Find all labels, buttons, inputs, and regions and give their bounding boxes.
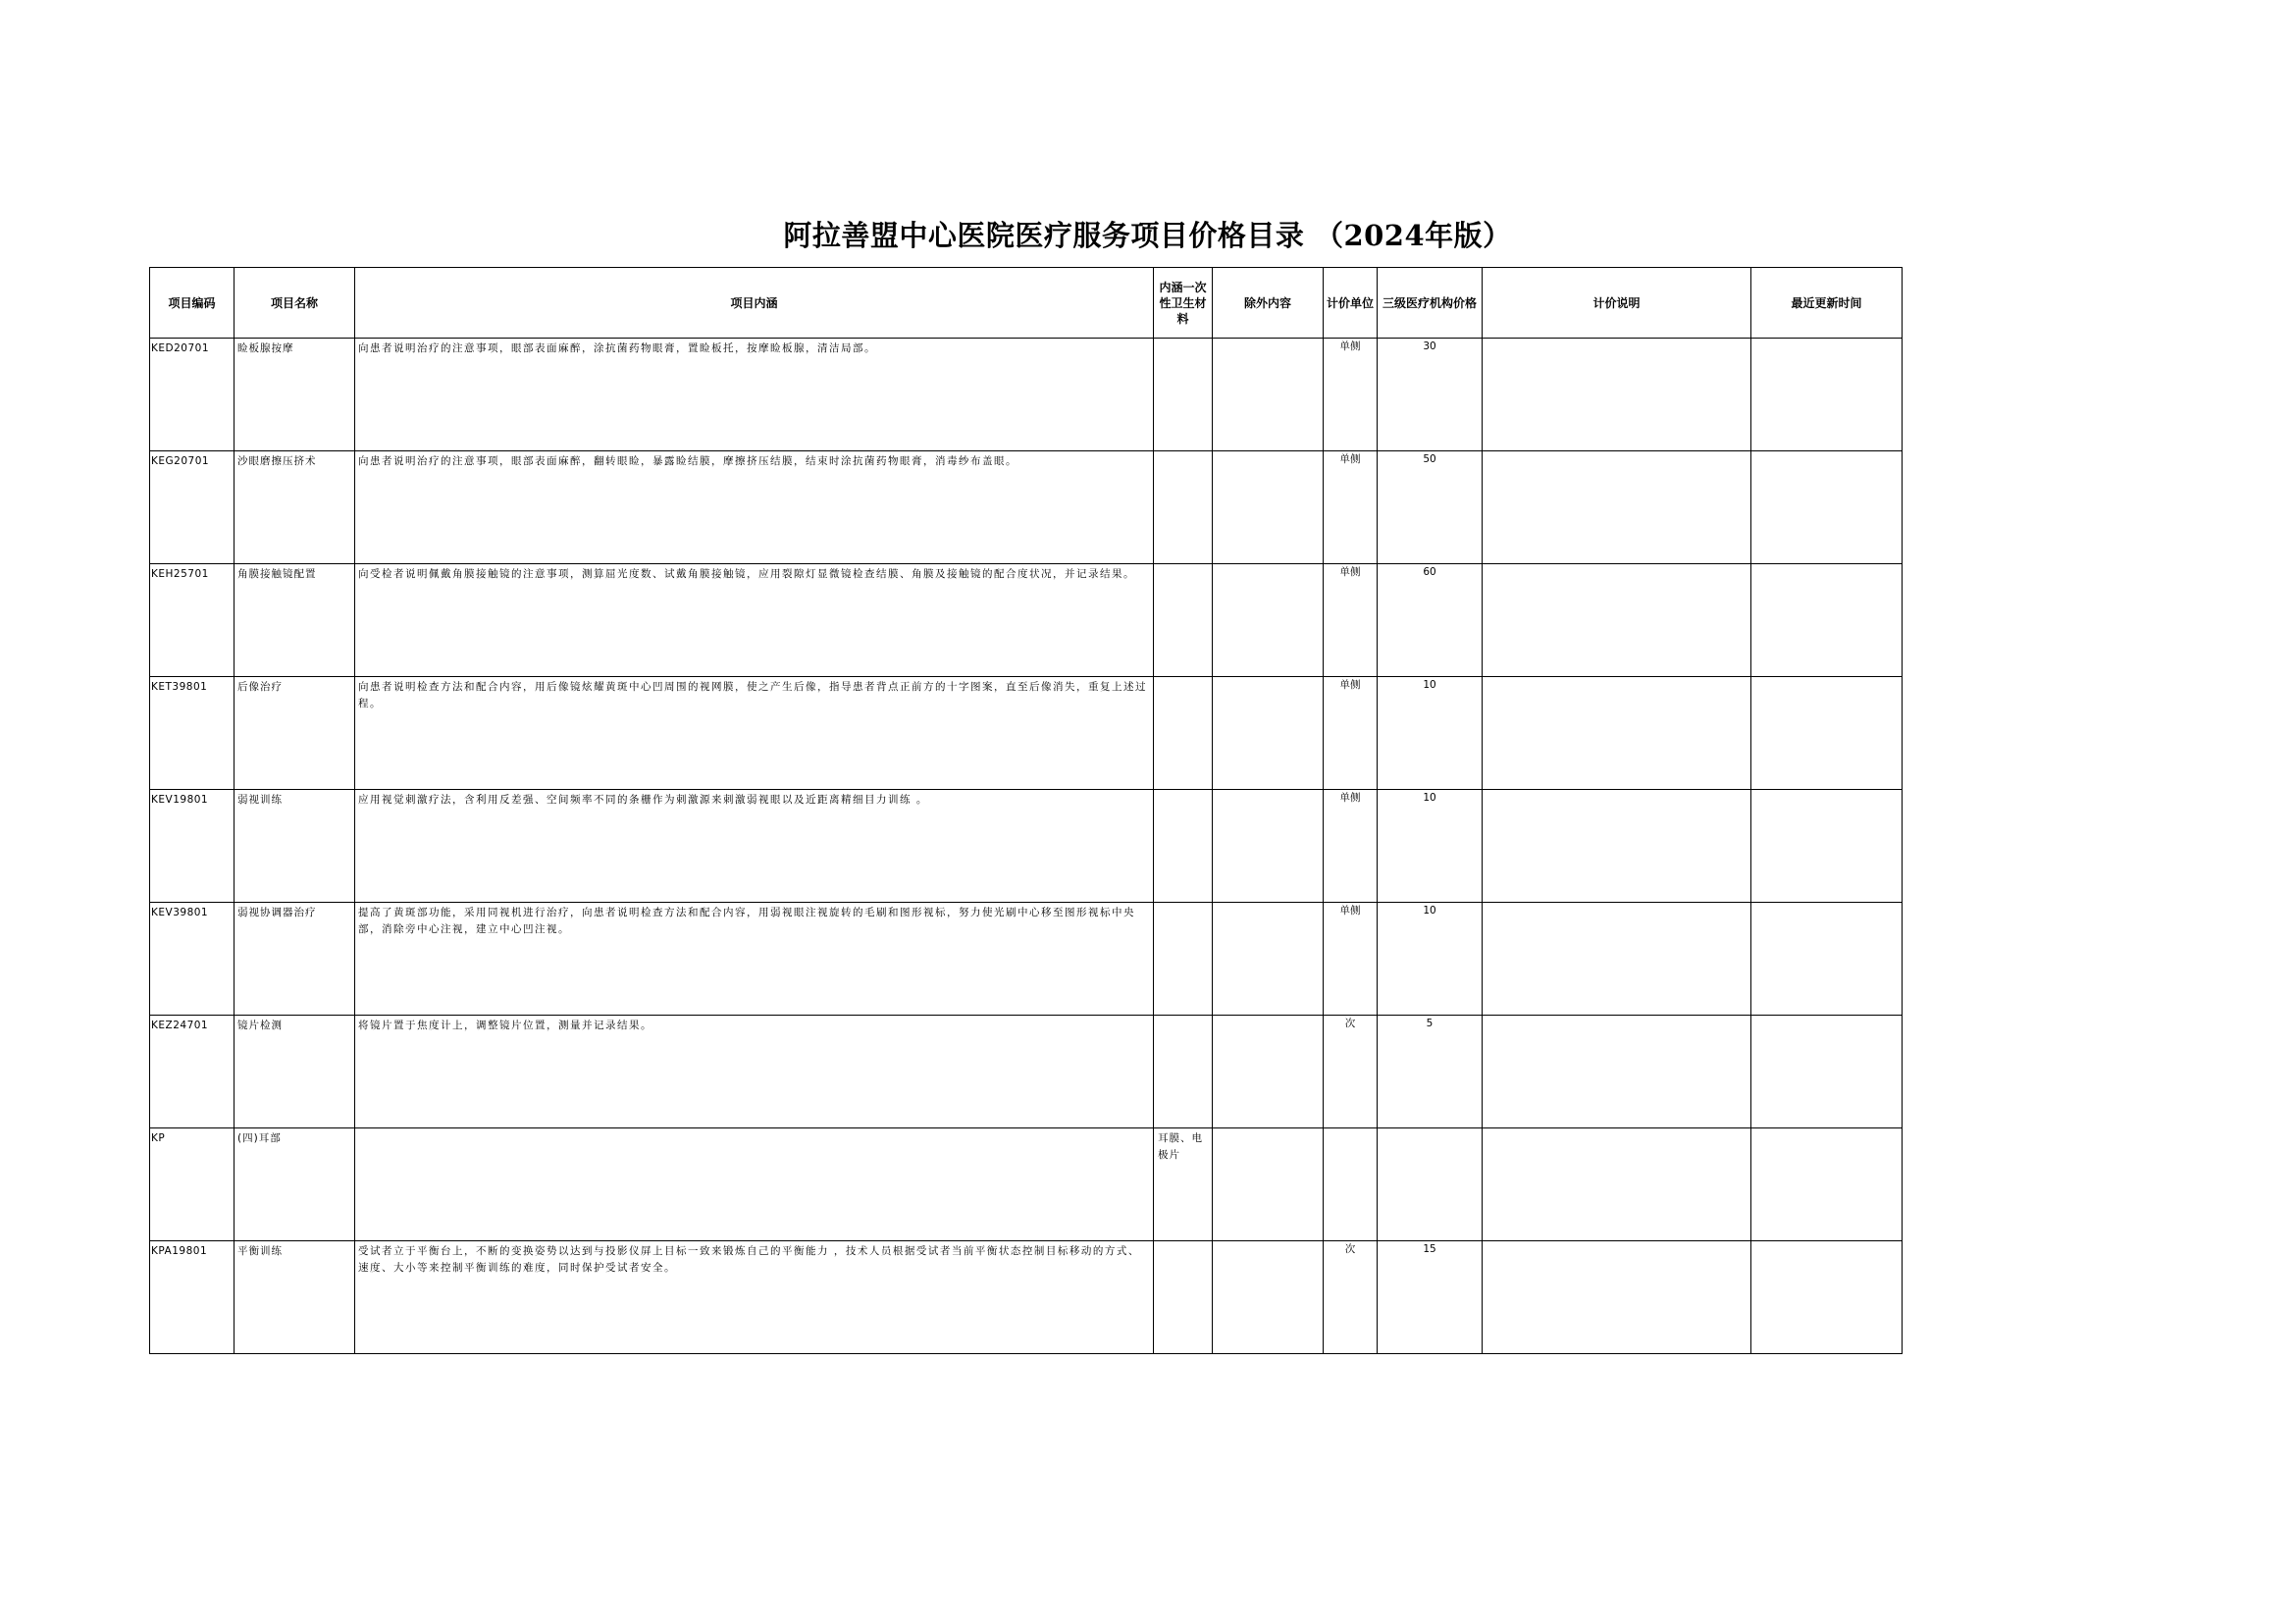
header-material: 内涵一次性卫生材料 bbox=[1154, 268, 1213, 339]
cell-unit: 次 bbox=[1344, 1018, 1356, 1029]
cell-material bbox=[1154, 564, 1212, 566]
cell bbox=[1378, 564, 1483, 677]
cell bbox=[1324, 1016, 1378, 1128]
cell-content: 受试者立于平衡台上，不断的变换姿势以达到与投影仪屏上目标一致来锻炼自己的平衡能力 ，技术人员根据受试者当前平衡状态控制目标移动的方式、速度、大小等来控制平衡训练的难度，同时保护受试者安全。 bbox=[358, 1245, 1140, 1274]
cell bbox=[150, 1016, 235, 1128]
header-name: 项目名称 bbox=[235, 268, 355, 339]
cell bbox=[235, 1241, 355, 1354]
cell-material: 耳膜、电极片 bbox=[1158, 1132, 1203, 1161]
cell bbox=[1324, 451, 1378, 564]
table-header-row bbox=[150, 268, 1903, 339]
cell-code: KEV39801 bbox=[151, 907, 209, 918]
cell-content: 向患者说明治疗的注意事项，眼部表面麻醉，涂抗菌药物眼膏，置睑板托，按摩睑板腺，清洁局部。 bbox=[358, 342, 876, 354]
cell-price: 30 bbox=[1423, 341, 1436, 352]
cell-unit: 次 bbox=[1344, 1243, 1356, 1255]
cell bbox=[235, 677, 355, 790]
cell bbox=[1378, 1128, 1483, 1241]
cell bbox=[1483, 564, 1751, 677]
cell-code: KED20701 bbox=[151, 342, 210, 354]
cell-name: 角膜接触镜配置 bbox=[237, 568, 317, 580]
cell-material bbox=[1154, 903, 1212, 905]
cell bbox=[1483, 790, 1751, 903]
cell bbox=[1324, 564, 1378, 677]
table-row bbox=[150, 1016, 1903, 1128]
cell bbox=[1213, 339, 1324, 451]
cell bbox=[235, 451, 355, 564]
cell-name: 平衡训练 bbox=[237, 1245, 283, 1257]
table-row bbox=[150, 677, 1903, 790]
cell bbox=[1154, 677, 1213, 790]
cell bbox=[1378, 790, 1483, 903]
cell-price: 60 bbox=[1423, 566, 1436, 578]
cell bbox=[1154, 1241, 1213, 1354]
price-catalog-table bbox=[149, 267, 1903, 1354]
cell-material bbox=[1154, 451, 1212, 453]
cell-material bbox=[1154, 1016, 1212, 1018]
cell-unit: 单侧 bbox=[1339, 566, 1361, 578]
cell bbox=[1324, 1241, 1378, 1354]
cell bbox=[1483, 451, 1751, 564]
cell bbox=[1154, 339, 1213, 451]
cell-price: 10 bbox=[1423, 792, 1436, 804]
cell bbox=[1378, 451, 1483, 564]
cell bbox=[1483, 1241, 1751, 1354]
table-row bbox=[150, 564, 1903, 677]
cell bbox=[1324, 790, 1378, 903]
cell-material bbox=[1154, 339, 1212, 341]
cell-name: 镜片检测 bbox=[237, 1020, 283, 1031]
cell bbox=[1751, 451, 1903, 564]
cell bbox=[150, 451, 235, 564]
cell bbox=[1213, 677, 1324, 790]
cell bbox=[1324, 903, 1378, 1016]
cell bbox=[1378, 339, 1483, 451]
cell-content bbox=[355, 1128, 1153, 1130]
cell-price: 15 bbox=[1423, 1243, 1436, 1255]
cell bbox=[1483, 1128, 1751, 1241]
cell-name: (四)耳部 bbox=[237, 1132, 282, 1144]
header-unit: 计价单位 bbox=[1324, 268, 1378, 339]
cell bbox=[1378, 903, 1483, 1016]
cell bbox=[1751, 564, 1903, 677]
cell bbox=[235, 1016, 355, 1128]
cell-unit: 单侧 bbox=[1339, 905, 1361, 917]
cell-code: KP bbox=[151, 1132, 166, 1144]
header-content: 项目内涵 bbox=[355, 268, 1154, 339]
cell-unit: 单侧 bbox=[1339, 341, 1361, 352]
header-price: 三级医疗机构价格 bbox=[1378, 268, 1483, 339]
cell bbox=[1154, 1128, 1213, 1241]
header-code: 项目编码 bbox=[150, 268, 235, 339]
table-row bbox=[150, 339, 1903, 451]
cell-price: 5 bbox=[1426, 1018, 1434, 1029]
cell bbox=[150, 790, 235, 903]
cell bbox=[1483, 1016, 1751, 1128]
cell bbox=[1213, 903, 1324, 1016]
cell-name: 后像治疗 bbox=[237, 681, 283, 693]
cell bbox=[1751, 903, 1903, 1016]
cell bbox=[1213, 1128, 1324, 1241]
cell bbox=[235, 1128, 355, 1241]
table-row bbox=[150, 903, 1903, 1016]
cell-code: KET39801 bbox=[151, 681, 208, 693]
cell bbox=[1378, 677, 1483, 790]
cell-material bbox=[1154, 1241, 1212, 1243]
cell-unit: 单侧 bbox=[1339, 453, 1361, 465]
cell bbox=[150, 1241, 235, 1354]
cell bbox=[1483, 339, 1751, 451]
cell bbox=[1213, 1016, 1324, 1128]
cell-content: 向受检者说明佩戴角膜接触镜的注意事项，测算屈光度数、试戴角膜接触镜，应用裂隙灯显微镜检查结膜、角膜及接触镜的配合度状况，并记录结果。 bbox=[358, 568, 1135, 580]
cell bbox=[1213, 564, 1324, 677]
cell bbox=[355, 1241, 1154, 1354]
cell-content: 向患者说明治疗的注意事项，眼部表面麻醉，翻转眼睑，暴露睑结膜，摩擦挤压结膜，结束时涂抗菌药物眼膏，消毒纱布盖眼。 bbox=[358, 455, 1017, 467]
cell bbox=[355, 903, 1154, 1016]
cell bbox=[355, 790, 1154, 903]
cell-price: 10 bbox=[1423, 905, 1436, 917]
cell bbox=[235, 339, 355, 451]
cell-price: 10 bbox=[1423, 679, 1436, 691]
cell-code: KPA19801 bbox=[151, 1245, 208, 1257]
cell-unit: 单侧 bbox=[1339, 679, 1361, 691]
cell bbox=[1378, 1016, 1483, 1128]
header-excluded: 除外内容 bbox=[1213, 268, 1324, 339]
cell-material bbox=[1154, 677, 1212, 679]
cell-code: KEH25701 bbox=[151, 568, 209, 580]
cell bbox=[1154, 564, 1213, 677]
cell-code: KEV19801 bbox=[151, 794, 209, 806]
cell-content: 向患者说明检查方法和配合内容，用后像镜炫耀黄斑中心凹周围的视网膜，使之产生后像，指导患者背点正前方的十字图案，直至后像消失，重复上述过程。 bbox=[358, 681, 1147, 709]
cell bbox=[355, 339, 1154, 451]
cell bbox=[1751, 677, 1903, 790]
cell bbox=[1324, 677, 1378, 790]
cell-code: KEG20701 bbox=[151, 455, 210, 467]
cell bbox=[1751, 1016, 1903, 1128]
cell-content: 将镜片置于焦度计上，调整镜片位置，测量并记录结果。 bbox=[358, 1020, 652, 1031]
cell-material bbox=[1154, 790, 1212, 792]
cell bbox=[150, 677, 235, 790]
cell bbox=[355, 564, 1154, 677]
header-note: 计价说明 bbox=[1483, 268, 1751, 339]
cell bbox=[1213, 790, 1324, 903]
cell-name: 弱视协调器治疗 bbox=[237, 907, 317, 918]
cell bbox=[355, 677, 1154, 790]
cell bbox=[235, 564, 355, 677]
cell bbox=[1154, 903, 1213, 1016]
cell-name: 睑板腺按摩 bbox=[237, 342, 294, 354]
cell bbox=[150, 903, 235, 1016]
cell-price: 50 bbox=[1423, 453, 1436, 465]
header-updated: 最近更新时间 bbox=[1751, 268, 1903, 339]
cell-content: 应用视觉刺激疗法，含利用反差强、空间频率不同的条栅作为刺激源来刺激弱视眼以及近距离精细目力训练 。 bbox=[358, 794, 928, 806]
cell bbox=[355, 451, 1154, 564]
cell bbox=[1154, 1016, 1213, 1128]
cell bbox=[1213, 451, 1324, 564]
table-row bbox=[150, 451, 1903, 564]
cell bbox=[1378, 1241, 1483, 1354]
cell bbox=[1483, 677, 1751, 790]
table-row bbox=[150, 790, 1903, 903]
cell bbox=[1751, 1241, 1903, 1354]
cell-name: 弱视训练 bbox=[237, 794, 283, 806]
cell bbox=[150, 339, 235, 451]
cell bbox=[1751, 790, 1903, 903]
cell bbox=[1324, 339, 1378, 451]
cell-content: 提高了黄斑部功能，采用同视机进行治疗，向患者说明检查方法和配合内容，用弱视眼注视旋转的毛刷和图形视标，努力使光刷中心移至图形视标中央部，消除旁中心注视，建立中心凹注视。 bbox=[358, 907, 1135, 935]
cell-name: 沙眼磨擦压挤术 bbox=[237, 455, 317, 467]
cell bbox=[355, 1128, 1154, 1241]
cell bbox=[1154, 790, 1213, 903]
table-row bbox=[150, 1241, 1903, 1354]
cell bbox=[1483, 903, 1751, 1016]
cell bbox=[1751, 1128, 1903, 1241]
cell bbox=[150, 564, 235, 677]
cell bbox=[235, 790, 355, 903]
cell bbox=[1213, 1241, 1324, 1354]
cell bbox=[1324, 1128, 1378, 1241]
cell bbox=[355, 1016, 1154, 1128]
cell-code: KEZ24701 bbox=[151, 1020, 209, 1031]
cell bbox=[235, 903, 355, 1016]
cell bbox=[1751, 339, 1903, 451]
table-row bbox=[150, 1128, 1903, 1241]
cell-unit: 单侧 bbox=[1339, 792, 1361, 804]
cell bbox=[150, 1128, 235, 1241]
cell bbox=[1154, 451, 1213, 564]
page-title: 阿拉善盟中心医院医疗服务项目价格目录 （2024年版） bbox=[783, 219, 1512, 252]
